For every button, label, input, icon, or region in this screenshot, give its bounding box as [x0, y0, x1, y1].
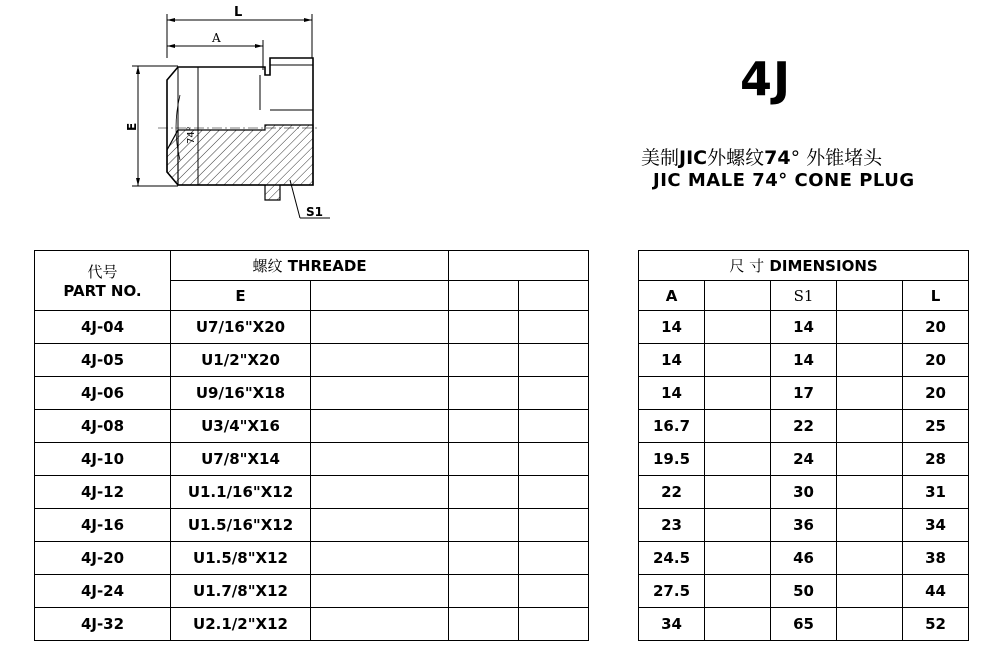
- header-dim-en: DIMENSIONS: [769, 257, 878, 275]
- empty-cell: [837, 476, 903, 509]
- cell-part-no: 4J-20: [35, 542, 171, 575]
- header-part-cn: 代号: [87, 263, 118, 281]
- empty-cell: [311, 311, 449, 344]
- empty-cell: [837, 542, 903, 575]
- empty-cell: [519, 542, 589, 575]
- cell-part-no: 4J-04: [35, 311, 171, 344]
- table-row: [35, 542, 969, 575]
- empty-cell: [449, 311, 519, 344]
- empty-cell: [519, 377, 589, 410]
- cell-a: 16.7: [639, 410, 705, 443]
- empty-cell: [449, 377, 519, 410]
- header-thread-en: THREADE: [287, 257, 367, 275]
- empty-cell: [449, 509, 519, 542]
- title-cn-prefix: 美制: [641, 147, 680, 169]
- dim-label-angle: 74°: [186, 126, 197, 144]
- cell-thread: U9/16"X18: [171, 377, 311, 410]
- gap-cell: [589, 281, 639, 311]
- empty-cell: [837, 608, 903, 641]
- header-dim-cn: 尺 寸: [729, 257, 765, 275]
- product-title-cn: [641, 143, 882, 170]
- empty-cell: [837, 410, 903, 443]
- empty-cell: [311, 575, 449, 608]
- gap-cell: [589, 476, 639, 509]
- cell-part-no: 4J-12: [35, 476, 171, 509]
- empty-cell: [449, 542, 519, 575]
- cell-thread: U3/4"X16: [171, 410, 311, 443]
- empty-cell: [705, 281, 771, 311]
- header-thread-cn: 螺纹: [252, 257, 283, 275]
- empty-cell: [705, 377, 771, 410]
- cell-s1: 50: [771, 575, 837, 608]
- empty-cell: [705, 476, 771, 509]
- cell-l: 31: [903, 476, 969, 509]
- empty-cell: [519, 344, 589, 377]
- gap-cell: [589, 410, 639, 443]
- cell-a: 27.5: [639, 575, 705, 608]
- gap-cell: [589, 311, 639, 344]
- cell-thread: U1.5/16"X12: [171, 509, 311, 542]
- empty-cell: [519, 476, 589, 509]
- empty-cell: [311, 377, 449, 410]
- empty-cell: [705, 575, 771, 608]
- cell-l: 20: [903, 311, 969, 344]
- empty-cell: [705, 542, 771, 575]
- product-title-en: JIC MALE 74° CONE PLUG: [653, 170, 915, 191]
- gap-cell: [589, 443, 639, 476]
- cell-part-no: 4J-05: [35, 344, 171, 377]
- empty-cell: [519, 281, 589, 311]
- cell-part-no: 4J-24: [35, 575, 171, 608]
- empty-cell: [311, 542, 449, 575]
- empty-cell: [837, 281, 903, 311]
- dim-label-E: E: [125, 122, 139, 131]
- gap-cell: [589, 575, 639, 608]
- empty-cell: [837, 509, 903, 542]
- cell-s1: 14: [771, 311, 837, 344]
- cell-part-no: 4J-06: [35, 377, 171, 410]
- cell-s1: 46: [771, 542, 837, 575]
- dimensions-table: [34, 250, 969, 641]
- cell-a: 22: [639, 476, 705, 509]
- gap-cell: [589, 542, 639, 575]
- dim-label-A: A: [212, 31, 221, 45]
- header-empty-cell: [449, 251, 589, 281]
- cell-thread: U1.5/8"X12: [171, 542, 311, 575]
- empty-cell: [837, 344, 903, 377]
- gap-cell: [589, 608, 639, 641]
- table-row: [35, 608, 969, 641]
- empty-cell: [705, 344, 771, 377]
- empty-cell: [311, 509, 449, 542]
- empty-cell: [837, 575, 903, 608]
- header-e: E: [171, 281, 311, 311]
- table-row: [35, 311, 969, 344]
- empty-cell: [519, 575, 589, 608]
- empty-cell: [311, 443, 449, 476]
- title-cn-jic: JIC: [679, 147, 708, 169]
- empty-cell: [837, 377, 903, 410]
- header-part-no: [35, 251, 171, 311]
- cell-a: 14: [639, 311, 705, 344]
- cell-thread: U2.1/2"X12: [171, 608, 311, 641]
- cell-thread: U1.7/8"X12: [171, 575, 311, 608]
- table-row: [35, 509, 969, 542]
- empty-cell: [311, 344, 449, 377]
- cell-l: 20: [903, 344, 969, 377]
- empty-cell: [837, 311, 903, 344]
- empty-cell: [449, 281, 519, 311]
- cell-a: 24.5: [639, 542, 705, 575]
- cell-s1: 22: [771, 410, 837, 443]
- cell-part-no: 4J-32: [35, 608, 171, 641]
- empty-cell: [705, 443, 771, 476]
- empty-cell: [311, 410, 449, 443]
- table-body: [35, 311, 969, 641]
- dim-label-L: L: [234, 5, 243, 20]
- empty-cell: [449, 575, 519, 608]
- cell-a: 14: [639, 377, 705, 410]
- cell-s1: 65: [771, 608, 837, 641]
- gap-cell: [589, 509, 639, 542]
- header-gap: [589, 251, 639, 281]
- header-l: L: [903, 281, 969, 311]
- empty-cell: [519, 443, 589, 476]
- cell-a: 34: [639, 608, 705, 641]
- cell-l: 20: [903, 377, 969, 410]
- header-part-en: PART NO.: [63, 282, 142, 300]
- gap-cell: [589, 377, 639, 410]
- cell-s1: 17: [771, 377, 837, 410]
- cell-part-no: 4J-10: [35, 443, 171, 476]
- cell-s1: 14: [771, 344, 837, 377]
- cell-l: 44: [903, 575, 969, 608]
- cell-l: 38: [903, 542, 969, 575]
- cell-s1: 30: [771, 476, 837, 509]
- gap-cell: [589, 344, 639, 377]
- cell-l: 52: [903, 608, 969, 641]
- empty-cell: [519, 410, 589, 443]
- table-row: [35, 476, 969, 509]
- title-cn-suffix: ° 外锥堵头: [790, 147, 883, 169]
- empty-cell: [705, 410, 771, 443]
- cell-a: 23: [639, 509, 705, 542]
- empty-cell: [705, 608, 771, 641]
- empty-cell: [519, 311, 589, 344]
- empty-cell: [519, 509, 589, 542]
- table-row: [35, 344, 969, 377]
- cell-s1: 24: [771, 443, 837, 476]
- empty-cell: [705, 311, 771, 344]
- plug-technical-drawing: [120, 0, 360, 235]
- header-s1: S1: [771, 281, 837, 311]
- header-a: A: [639, 281, 705, 311]
- empty-cell: [449, 476, 519, 509]
- cell-thread: U1.1/16"X12: [171, 476, 311, 509]
- dim-label-S1: S1: [306, 205, 323, 219]
- empty-cell: [837, 443, 903, 476]
- header-row-2: [35, 281, 969, 311]
- cell-s1: 36: [771, 509, 837, 542]
- table-row: [35, 575, 969, 608]
- empty-cell: [449, 443, 519, 476]
- header-thread: [171, 251, 449, 281]
- title-cn-mid: 外螺纹: [707, 147, 765, 169]
- cell-thread: U1/2"X20: [171, 344, 311, 377]
- empty-cell: [449, 344, 519, 377]
- empty-cell: [311, 476, 449, 509]
- cell-thread: U7/8"X14: [171, 443, 311, 476]
- empty-cell: [449, 608, 519, 641]
- empty-cell: [449, 410, 519, 443]
- header-row-1: [35, 251, 969, 281]
- cell-l: 28: [903, 443, 969, 476]
- empty-cell: [519, 608, 589, 641]
- empty-cell: [311, 608, 449, 641]
- empty-cell: [311, 281, 449, 311]
- table-row: [35, 443, 969, 476]
- empty-cell: [705, 509, 771, 542]
- table-row: [35, 377, 969, 410]
- table-row: [35, 410, 969, 443]
- cell-l: 34: [903, 509, 969, 542]
- cell-part-no: 4J-08: [35, 410, 171, 443]
- cell-a: 14: [639, 344, 705, 377]
- cell-part-no: 4J-16: [35, 509, 171, 542]
- header-dimensions: [639, 251, 969, 281]
- model-number: 4J: [740, 52, 792, 106]
- cell-thread: U7/16"X20: [171, 311, 311, 344]
- cell-a: 19.5: [639, 443, 705, 476]
- cell-l: 25: [903, 410, 969, 443]
- title-cn-angle: 74: [764, 147, 791, 169]
